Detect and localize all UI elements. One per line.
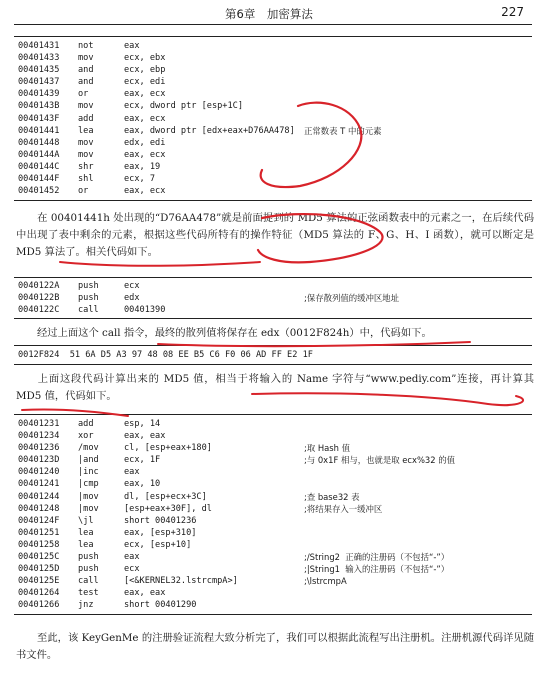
code-mnemonic: call — [78, 576, 99, 587]
code-line — [18, 125, 381, 137]
code-mnemonic: shr — [78, 161, 94, 172]
page-number: 227 — [501, 5, 524, 19]
code-line — [18, 599, 455, 611]
paragraph-3 — [16, 371, 534, 405]
paragraph-1 — [16, 210, 534, 261]
code-line — [18, 88, 381, 100]
code-mnemonic: push — [78, 564, 99, 575]
code-operands: [<&KERNEL32.lstrcmpA>] — [124, 576, 238, 587]
code-address: 00401244 — [18, 491, 60, 502]
code-mnemonic: or — [78, 186, 89, 197]
code-address: 00401251 — [18, 527, 60, 538]
code-operands: ecx, 1F — [124, 455, 161, 466]
code-mnemonic: |mov — [78, 503, 99, 514]
code-operands: ecx — [124, 281, 140, 291]
code-line — [18, 100, 381, 112]
hexdump-line: 0012F824 51 6A D5 A3 97 48 08 EE B5 C6 F0 06 AD FF E2 1F — [18, 350, 313, 360]
code-line — [18, 149, 381, 161]
code-operands: edx — [124, 293, 140, 304]
code-operands: short 00401236 — [124, 515, 197, 526]
code-line — [18, 292, 399, 304]
code-address: 00401240 — [18, 467, 60, 478]
code-line — [18, 491, 455, 503]
code-operands: eax, eax — [124, 588, 166, 599]
code-operands: eax, 10 — [124, 479, 161, 490]
code-block-1-top-rule — [14, 36, 532, 37]
paragraph-1-text: 在 00401441h 处出现的“D76AA478”就是前面提到的 MD5 算法的正弦函数表中的元素之一，在后续代码中出现了表中剩余的元素，根据这些代码所特有的操作特征（MD5 算法的 F、G、H、I 函数），就可以断定是 MD5 算法了。相关代码如下。 — [16, 212, 534, 258]
code-mnemonic: call — [78, 305, 99, 316]
code-line — [18, 442, 455, 454]
ink-underline-4 — [22, 409, 128, 416]
code-address: 00401452 — [18, 186, 60, 197]
paragraph-4 — [16, 630, 534, 664]
code-operands: eax, [esp+310] — [124, 527, 197, 538]
code-address: 00401433 — [18, 53, 60, 64]
code-comment: ;将结果存入一缓冲区 — [304, 503, 383, 514]
header-rule — [14, 24, 532, 25]
code-address: 0040144F — [18, 174, 60, 185]
code-line — [18, 575, 455, 587]
code-comment: ;|String1 输入的注册码（不包括“-”） — [304, 564, 450, 575]
code-operands: eax, ecx — [124, 186, 166, 197]
code-address: 0040143B — [18, 101, 60, 112]
code-address: 00401435 — [18, 65, 60, 76]
code-block-2-top-rule — [14, 277, 532, 278]
code-line — [18, 563, 455, 575]
code-mnemonic: shl — [78, 174, 94, 185]
code-operands: cl, [esp+eax+180] — [124, 443, 212, 454]
code-address: 00401264 — [18, 588, 60, 599]
code-operands: 00401390 — [124, 305, 166, 316]
code-operands: ecx, [esp+10] — [124, 539, 192, 550]
code-mnemonic: lea — [78, 527, 94, 538]
code-address: 00401439 — [18, 89, 60, 100]
code-comment: ;查 base32 表 — [304, 491, 360, 502]
code-mnemonic: |and — [78, 455, 99, 466]
code-operands: ecx — [124, 564, 140, 575]
paragraph-2-text: 经过上面这个 call 指令，最终的散列值将保存在 edx（0012F824h）中，代码如下。 — [37, 327, 432, 339]
code-mnemonic: mov — [78, 53, 94, 64]
code-block-3-top-rule — [14, 414, 532, 415]
code-operands: eax — [124, 552, 140, 563]
code-line — [18, 539, 455, 551]
code-line — [18, 503, 455, 515]
code-block-1 — [18, 40, 381, 197]
code-mnemonic: not — [78, 41, 94, 51]
code-address: 00401236 — [18, 443, 60, 454]
code-block-2 — [18, 280, 399, 316]
code-mnemonic: push — [78, 552, 99, 563]
code-address: 00401258 — [18, 539, 60, 550]
hexdump-bottom-rule — [14, 364, 532, 365]
code-address: 00401441 — [18, 125, 60, 136]
code-line — [18, 454, 455, 466]
code-mnemonic: xor — [78, 431, 94, 442]
code-mnemonic: |cmp — [78, 479, 99, 490]
code-address: 00401241 — [18, 479, 60, 490]
code-operands: eax — [124, 467, 140, 478]
code-operands: dl, [esp+ecx+3C] — [124, 491, 207, 502]
code-address: 0040125C — [18, 552, 60, 563]
code-line — [18, 40, 381, 52]
code-comment: 正常数表 T 中的元素 — [304, 125, 382, 136]
code-mnemonic: push — [78, 293, 99, 304]
code-mnemonic: lea — [78, 539, 94, 550]
code-comment: ;/String2 正确的注册码（不包括“-”） — [304, 552, 450, 563]
code-operands: eax, ecx — [124, 89, 166, 100]
code-operands: edx, edi — [124, 137, 166, 148]
code-line — [18, 478, 455, 490]
code-line — [18, 587, 455, 599]
code-line — [18, 64, 381, 76]
code-operands: eax, dword ptr [edx+eax+D76AA478] — [124, 125, 295, 136]
code-mnemonic: and — [78, 77, 94, 88]
code-operands: [esp+eax+30F], dl — [124, 503, 212, 514]
page-header — [0, 0, 550, 24]
code-address: 0040144A — [18, 149, 60, 160]
code-line — [18, 137, 381, 149]
code-line — [18, 527, 455, 539]
code-line — [18, 466, 455, 478]
code-comment: ;保存散列值的缓冲区地址 — [304, 293, 399, 304]
code-mnemonic: mov — [78, 137, 94, 148]
code-mnemonic: /mov — [78, 443, 99, 454]
code-line — [18, 173, 381, 185]
code-operands: eax, ecx — [124, 113, 166, 124]
code-line — [18, 304, 399, 316]
code-operands: ecx, ebx — [124, 53, 166, 64]
code-address: 0040144C — [18, 161, 60, 172]
code-mnemonic: lea — [78, 125, 94, 136]
code-mnemonic: mov — [78, 101, 94, 112]
code-mnemonic: push — [78, 281, 99, 291]
code-address: 0040122B — [18, 293, 60, 304]
paragraph-3-text: 上面这段代码计算出来的 MD5 值，相当于将输入的 Name 字符与“www.pediy.com”连接，再计算其 MD5 值，代码如下。 — [16, 373, 534, 402]
code-mnemonic: |inc — [78, 467, 99, 478]
code-comment: ;\lstrcmpA — [304, 576, 347, 587]
code-mnemonic: add — [78, 113, 94, 124]
code-operands: eax, 19 — [124, 161, 161, 172]
code-address: 00401234 — [18, 431, 60, 442]
code-block-1-bottom-rule — [14, 200, 532, 201]
code-mnemonic: \jl — [78, 515, 94, 526]
code-comment: ;取 Hash 值 — [304, 443, 350, 454]
code-mnemonic: test — [78, 588, 99, 599]
code-block-2-bottom-rule — [14, 318, 532, 319]
paragraph-4-text: 至此，该 KeyGenMe 的注册验证流程大致分析完了，我们可以根据此流程写出注册机。注册机源代码详见随书文件。 — [16, 632, 534, 661]
code-line — [18, 185, 381, 197]
code-address: 00401448 — [18, 137, 60, 148]
code-address: 00401266 — [18, 600, 60, 611]
code-address: 00401437 — [18, 77, 60, 88]
code-operands: short 00401290 — [124, 600, 197, 611]
code-address: 00401231 — [18, 419, 60, 429]
code-address: 00401431 — [18, 41, 60, 51]
code-operands: esp, 14 — [124, 419, 161, 429]
code-comment: ;与 0x1F 相与，也就是取 ecx%32 的值 — [304, 455, 455, 466]
ink-underline-1 — [60, 262, 260, 266]
code-mnemonic: or — [78, 89, 89, 100]
code-line — [18, 515, 455, 527]
code-line — [18, 430, 455, 442]
code-line — [18, 52, 381, 64]
hexdump-top-rule — [14, 345, 532, 346]
code-mnemonic: add — [78, 419, 94, 429]
code-address: 0040124F — [18, 515, 60, 526]
code-line — [18, 76, 381, 88]
code-address: 0040122A — [18, 281, 60, 291]
code-address: 0040125D — [18, 564, 60, 575]
code-address: 0040123D — [18, 455, 60, 466]
code-address: 0040125E — [18, 576, 60, 587]
code-operands: eax, ecx — [124, 149, 166, 160]
code-address: 0040122C — [18, 305, 60, 316]
code-block-3-bottom-rule — [14, 614, 532, 615]
code-line — [18, 280, 399, 292]
code-mnemonic: |mov — [78, 491, 99, 502]
code-line — [18, 161, 381, 173]
code-operands: ecx, 7 — [124, 174, 156, 185]
chapter-title: 第6章 加密算法 — [225, 7, 313, 21]
code-operands: eax, eax — [124, 431, 166, 442]
code-line — [18, 551, 455, 563]
code-block-3 — [18, 418, 455, 612]
code-line — [18, 418, 455, 430]
code-mnemonic: and — [78, 65, 94, 76]
code-line — [18, 113, 381, 125]
code-operands: eax — [124, 41, 140, 51]
code-address: 00401248 — [18, 503, 60, 514]
code-operands: ecx, edi — [124, 77, 166, 88]
code-operands: ecx, ebp — [124, 65, 166, 76]
code-address: 0040143F — [18, 113, 60, 124]
code-operands: ecx, dword ptr [esp+1C] — [124, 101, 243, 112]
code-mnemonic: mov — [78, 149, 94, 160]
code-mnemonic: jnz — [78, 600, 94, 611]
paragraph-2 — [16, 325, 534, 342]
